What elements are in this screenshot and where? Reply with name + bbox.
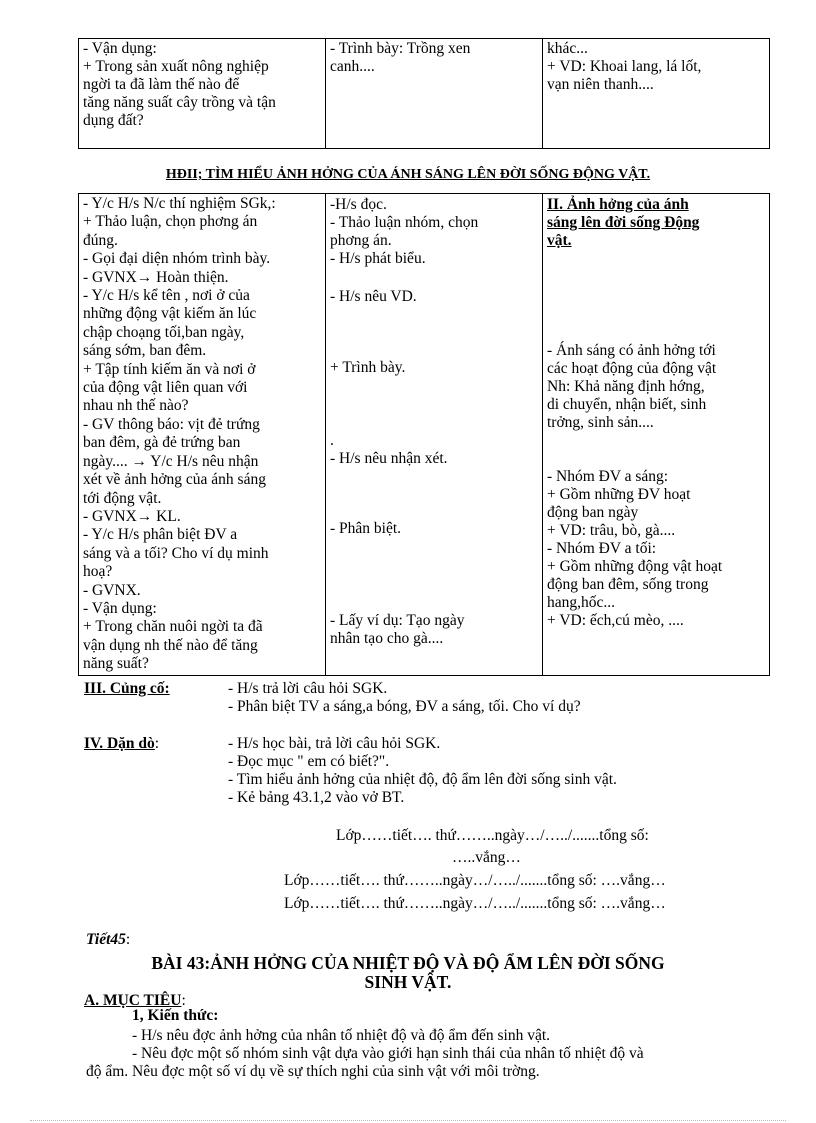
t2-c1-l21: - GVNX. — [83, 581, 141, 599]
t2-c3b-l3: + VD: trâu, bò, gà.... — [547, 522, 676, 539]
dando-colon: : — [154, 735, 160, 752]
t2-c2f-l0: - Lấy ví dụ: Tạo ngày — [330, 612, 465, 629]
table1-col2 — [326, 39, 543, 149]
t1-c2-l1: canh.... — [330, 58, 375, 75]
t2-c1-l14: ngày.... → Y/c H/s nêu nhận — [83, 452, 259, 470]
t1-c1-l4: dụng đất? — [83, 112, 144, 129]
muctieu-colon: : — [181, 992, 186, 1009]
t2-c1-l0: - Y/c H/s N/c thí nghiệm SGk,: — [83, 195, 276, 212]
dando-heading — [84, 735, 159, 753]
t2-c2d: - H/s nêu nhận xét. — [330, 450, 448, 467]
t2-c2e: - Phân biệt. — [330, 520, 402, 537]
tiet-colon: : — [125, 931, 131, 948]
t2-c2a-l3: - H/s phát biểu. — [330, 250, 426, 267]
cungco-item-1: - Phân biệt TV a sáng,a bóng, ĐV a sáng, tối. Cho ví dụ? — [228, 698, 581, 715]
t2-c1-l22: - Vận dụng: — [83, 599, 157, 617]
t1-c1-l3: tăng năng suất cây trồng và tận — [83, 94, 276, 111]
t1-c3-l2: vạn niên thanh.... — [547, 76, 654, 93]
t2-c1-l6: những động vật kiếm ăn lúc — [83, 305, 257, 323]
t2-c1-l25: năng suất? — [83, 655, 149, 673]
t2-c1-l23: + Trong chăn nuôi ngời ta đã — [83, 618, 263, 636]
t2-c3a-l0: - Ánh sáng có ảnh hởng tới — [547, 342, 716, 359]
table2-col2 — [326, 194, 543, 676]
t2-c1-l15: xét về ảnh hởng của ánh sáng — [83, 471, 266, 489]
table2-col3 — [543, 194, 770, 676]
kienthuc-item-1-cont: độ ẩm. Nêu đợc một số ví dụ về sự thích nghi của sinh vật với môi trờng. — [86, 1063, 540, 1080]
dando-item-2: - Tìm hiểu ảnh hởng của nhiệt độ, độ ẩm lên đời sống sinh vật. — [228, 771, 617, 788]
t2-c3b-l0: - Nhóm ĐV a sáng: — [547, 468, 669, 485]
table-main — [78, 193, 770, 676]
kienthuc-label: 1, Kiến thức: — [132, 1007, 219, 1024]
dando-item-3: - Kẻ bảng 43.1,2 vào vở BT. — [228, 789, 405, 806]
t2-c3t-l1: sáng lên đời sống Động — [547, 214, 700, 231]
dando-item-0: - H/s học bài, trả lời câu hỏi SGK. — [228, 735, 441, 752]
t2-c3a-l1: các hoạt động của động vật — [547, 360, 717, 377]
kienthuc-item-1: - Nêu đợc một số nhóm sinh vật dựa vào giới hạn sinh thái của nhân tố nhiệt độ và — [132, 1045, 644, 1062]
lesson-title — [0, 954, 816, 992]
t2-c2a-l1: - Thảo luận nhóm, chọn — [330, 214, 479, 231]
t2-c3t-l0: II. Ảnh hởng của ánh — [547, 196, 689, 213]
t2-c1-l20: hoạ? — [83, 563, 113, 581]
t2-c1-l24: vận dụng nh thế nào để tăng — [83, 636, 258, 654]
t2-c3a-l3: di chuyển, nhận biết, sinh — [547, 396, 707, 413]
lesson-title-1: BÀI 43:ẢNH HỞNG CỦA NHIỆT ĐỘ VÀ ĐỘ ẨM LÊN ĐỜI SỐNG — [151, 953, 665, 973]
attendance-line-1: …..vắng… — [452, 849, 521, 866]
t2-c3b-l2: động ban ngày — [547, 504, 639, 521]
attendance-line-3: Lớp……tiết…. thứ……..ngày…/…../.......tổng số: ….vắng… — [284, 895, 666, 912]
cungco-label: III. Củng cố: — [84, 680, 170, 697]
t1-c1-l2: ngời ta đã làm thế nào để — [83, 76, 240, 93]
t2-c1-l5: - Y/c H/s kể tên , nơi ở của — [83, 287, 250, 305]
attendance-line-2: Lớp……tiết…. thứ……..ngày…/…../.......tổng số: ….vắng… — [284, 872, 666, 889]
t2-c3b-l1: + Gồm những ĐV hoạt — [547, 486, 691, 503]
t2-c1-l16: tới động vật. — [83, 489, 162, 507]
t2-c1-l4: - GVNX→ Hoàn thiện. — [83, 268, 229, 286]
t2-c3a-l4: trởng, sinh sản.... — [547, 414, 654, 431]
t1-c3-l0: khác... — [547, 40, 588, 57]
t2-c2c: + Trình bày. — [330, 359, 406, 376]
t2-c3b-l7: hang,hốc... — [547, 594, 616, 611]
table1-col3 — [543, 39, 770, 149]
t2-c1-l13: ban đêm, gà đẻ trứng ban — [83, 434, 241, 452]
t2-c2a-l2: phơng án. — [330, 232, 392, 249]
t2-c2b: - H/s nêu VD. — [330, 288, 417, 305]
page-bottom-border — [30, 1120, 786, 1121]
table2-col1 — [79, 194, 326, 676]
t2-c3b-l5: + Gồm những động vật hoạt — [547, 558, 723, 575]
t2-c1-l10: của động vật liên quan với — [83, 379, 248, 397]
t2-c3b-l8: + VD: ếch,cú mèo, .... — [547, 612, 684, 629]
cungco-item-0: - H/s trả lời câu hỏi SGK. — [228, 680, 388, 697]
t2-c1-l12: - GV thông báo: vịt đẻ trứng — [83, 415, 260, 433]
dando-label: IV. Dặn dò — [84, 735, 155, 752]
attendance-line-0: Lớp……tiết…. thứ……..ngày…/…../.......tổng số: — [336, 827, 649, 844]
t2-c1-l7: chập choạng tối,ban ngày, — [83, 323, 245, 341]
t2-c3b-l4: - Nhóm ĐV a tối: — [547, 540, 657, 557]
table-top — [78, 38, 770, 149]
t2-c2a-l0: -H/s đọc. — [330, 196, 387, 213]
t2-c1-l1: + Thảo luận, chọn phơng án — [83, 213, 258, 231]
t2-c1-l9: + Tập tính kiếm ăn và nơi ở — [83, 360, 256, 378]
hd2-title: HĐII; TÌM HIỂU ẢNH HỞNG CỦA ÁNH SÁNG LÊN ĐỜI SỐNG ĐỘNG VẬT. — [165, 167, 651, 182]
t1-c2-l0: - Trình bày: Trồng xen — [330, 40, 471, 57]
t2-c1-l8: sáng sớm, ban đêm. — [83, 342, 207, 360]
t2-c1-l17: - GVNX→ KL. — [83, 507, 181, 525]
t2-c1-l19: sáng và a tối? Cho ví dụ minh — [83, 544, 269, 562]
t2-c3a-l2: Nh: Khả năng định hớng, — [547, 378, 705, 395]
section2-title — [547, 196, 699, 250]
t2-c3b-l6: động ban đêm, sống trong — [547, 576, 709, 593]
table1-col1 — [79, 39, 326, 149]
t2-c1-l18: - Y/c H/s phân biệt ĐV a — [83, 526, 238, 544]
dando-item-1: - Đọc mục " em có biết?". — [228, 753, 390, 770]
t2-c1-l2: đúng. — [83, 231, 118, 249]
t2-c3t-l2: vật. — [547, 232, 572, 249]
lesson-title-2: SINH VẬT. — [364, 972, 452, 992]
t2-c1-l3: - Gọi đại diện nhóm trình bày. — [83, 250, 271, 268]
t2-c2f-l1: nhân tạo cho gà.... — [330, 630, 444, 647]
tiet-label — [86, 931, 130, 949]
t1-c1-l0: - Vận dụng: — [83, 40, 157, 57]
t1-c1-l1: + Trong sản xuất nông nghiệp — [83, 58, 269, 75]
t2-c2dot: . — [330, 432, 334, 449]
muctieu-label: A. MỤC TIÊU — [84, 992, 182, 1009]
tiet-text: Tiết45 — [86, 931, 126, 948]
kienthuc-item-0: - H/s nêu đợc ảnh hởng của nhân tố nhiệt độ và độ ẩm đến sinh vật. — [132, 1027, 551, 1044]
t1-c3-l1: + VD: Khoai lang, lá lốt, — [547, 58, 702, 75]
t2-c1-l11: nhau nh thế nào? — [83, 397, 189, 415]
